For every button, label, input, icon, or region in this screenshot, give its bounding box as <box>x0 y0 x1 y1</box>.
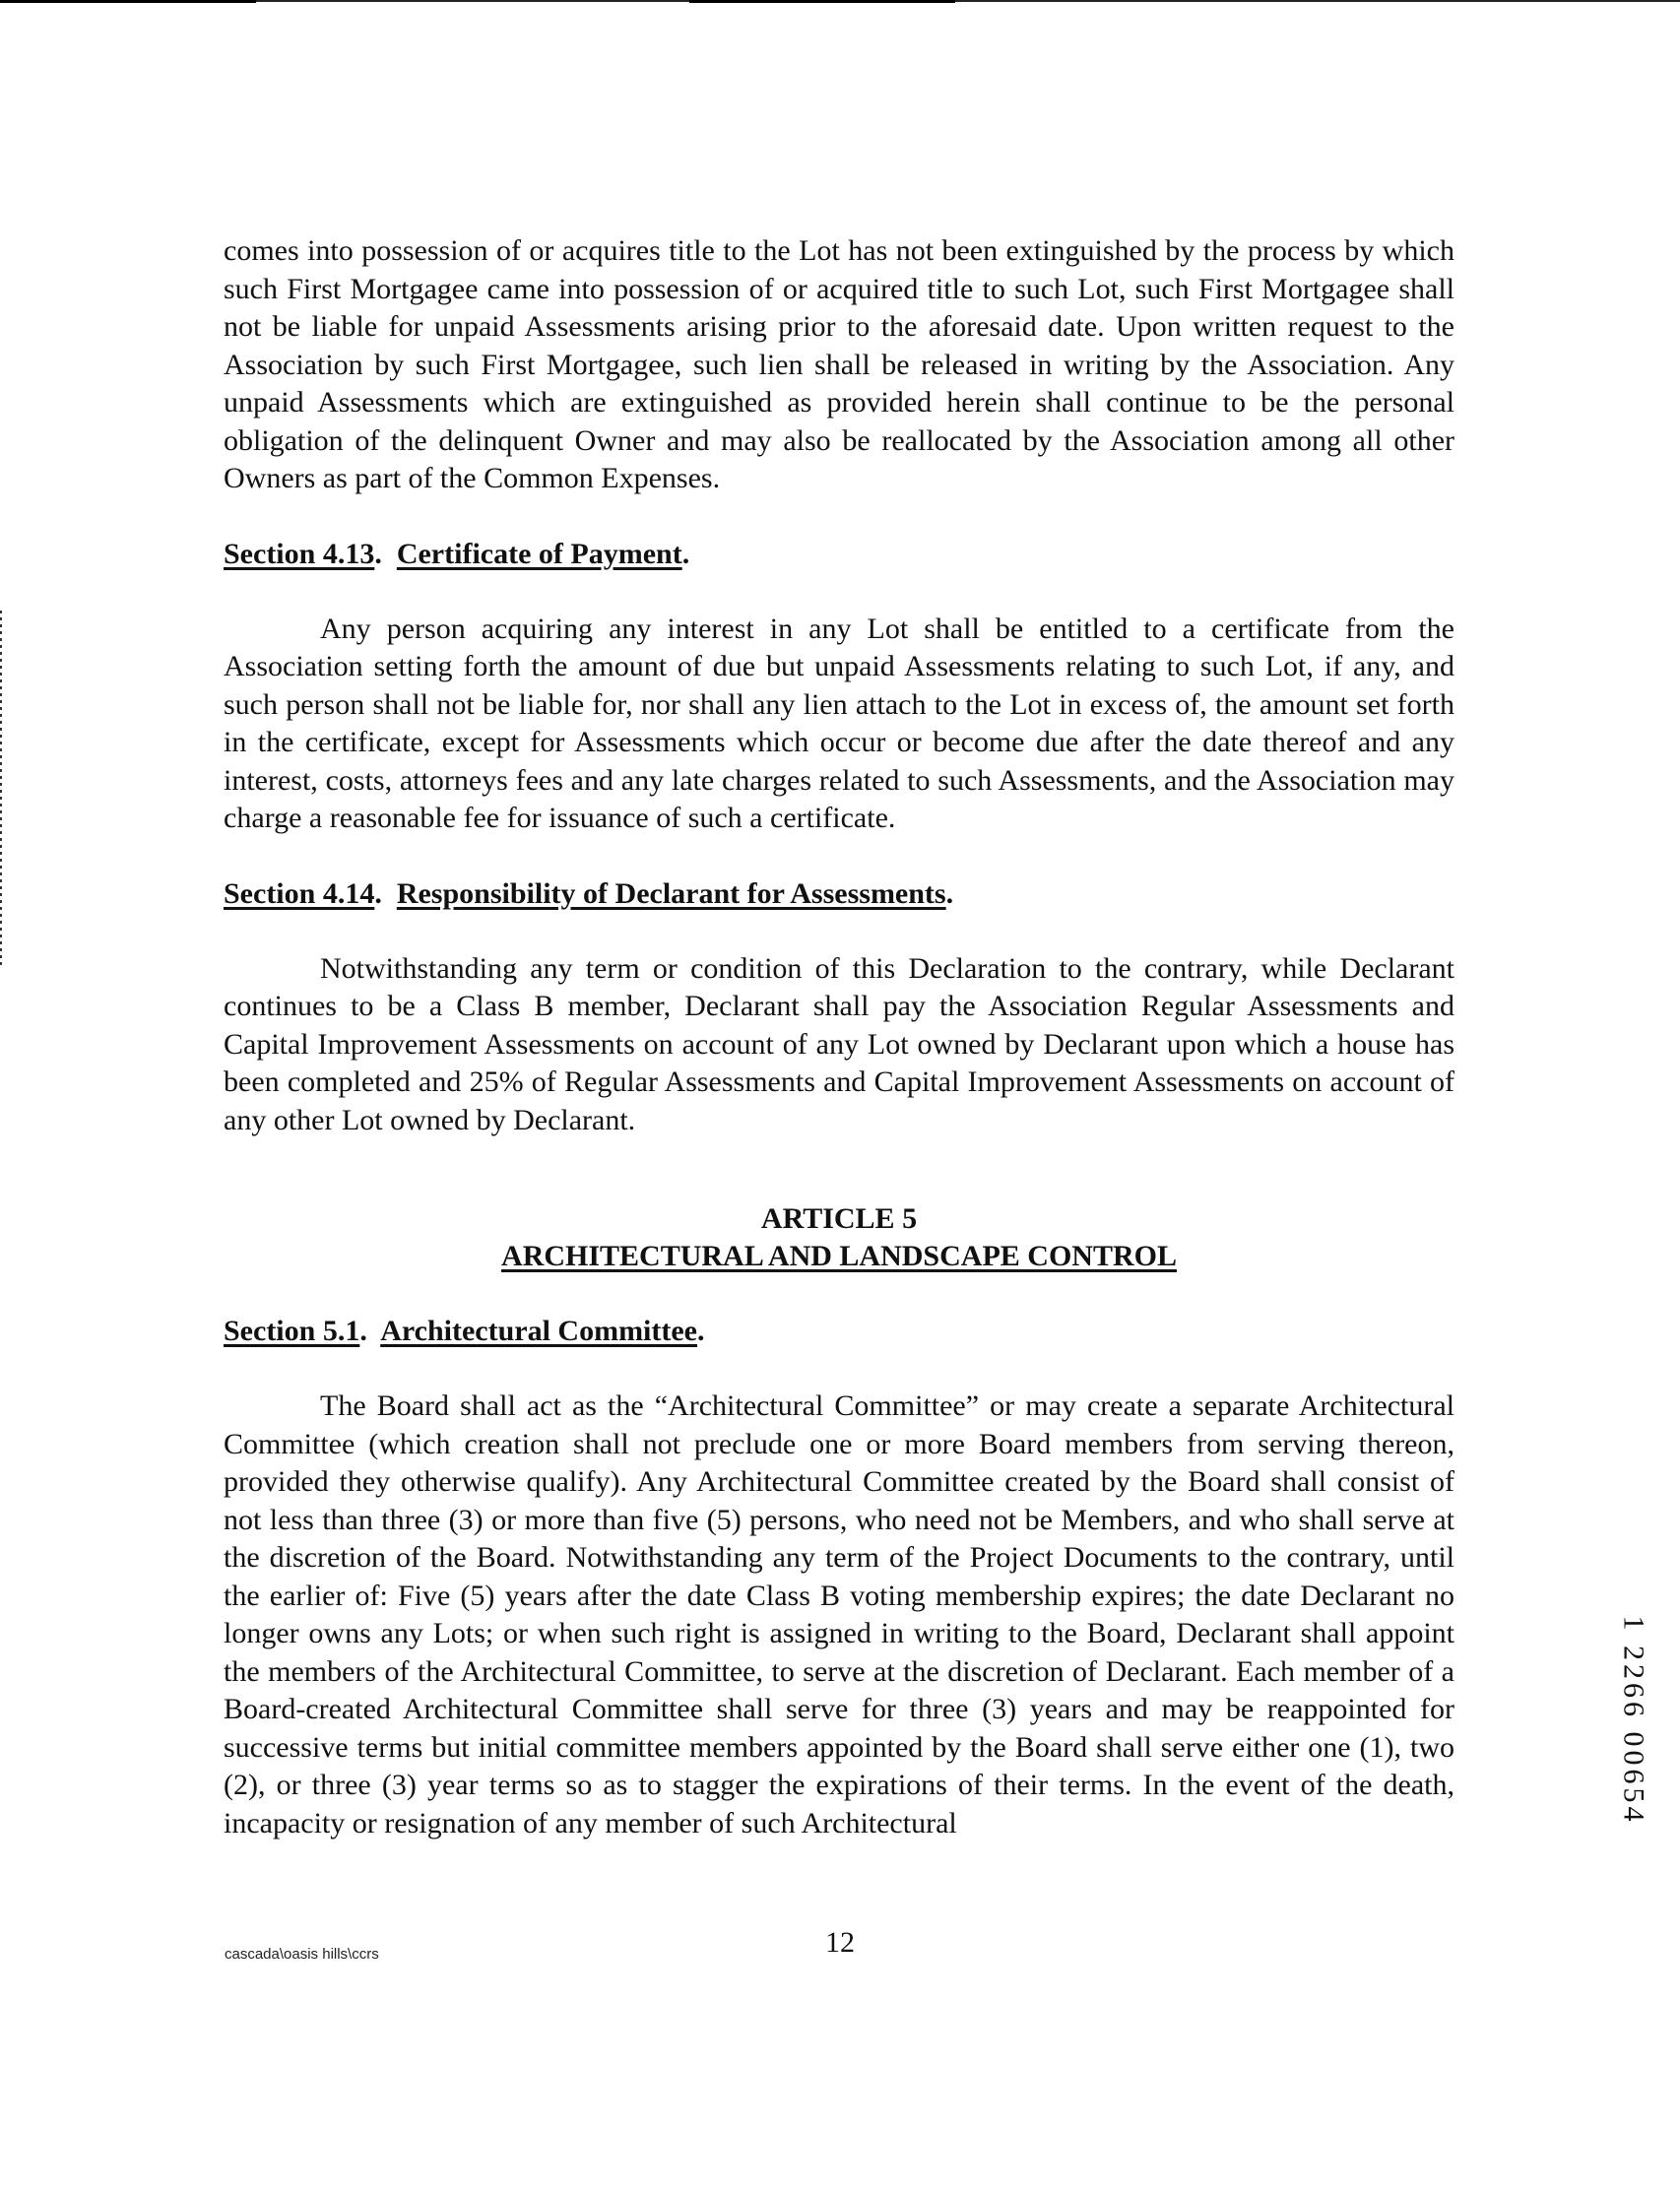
section-body-5-1: The Board shall act as the “Architectural Committee” or may create a separate Architectural Committee (which creation shall not preclude one or more Board members from serving thereon, provided they otherwise qualify). Any Architectural Committee created by the Board shall consist of not less than three (3) or more than five (5) persons, who need not be Members, and who shall serve at the discretion of the Board. Notwithstanding any term of the Project Documents to the contrary, until the earlier of: Five (5) years after the date Class B voting membership expires; the date Declarant no longer owns any Lots; or when such right is assigned in writing to the Board, Declarant shall appoint the members of the Architectural Committee, to serve at the discretion of Declarant. Each member of a Board-created Architectural Committee shall serve for three (3) years and may be reappointed for successive terms but initial committee members appointed by the Board shall serve either one (1), two (2), or three (3) year terms so as to stagger the expirations of their terms. In the event of the death, incapacity or resignation of any member of such Architectural <box>224 1389 1454 1839</box>
recording-number <box>1613 1587 1652 1853</box>
recording-number-text: 1 2266 00654 <box>1617 1615 1649 1826</box>
document-body <box>224 232 1454 1842</box>
article-number: ARTICLE 5 <box>760 1202 918 1235</box>
scan-edge-left <box>0 611 2 965</box>
scan-edge-mark <box>689 0 955 3</box>
section-number: Section 5.1 <box>224 1315 360 1347</box>
page-number: 12 <box>825 1926 855 1959</box>
continuation-paragraph: comes into possession of or acquires title to the Lot has not been extinguished by the process by which such First Mortgagee came into possession of or acquired title to such Lot, such First Mortgagee shall not be liable for unpaid Assessments arising prior to the aforesaid date. Upon written request to the Association by such First Mortgagee, such lien shall be released in writing by the Association. Any unpaid Assessments which are extinguished as provided herein shall continue to be the personal obligation of the delinquent Owner and may also be reallocated by the Association among all other Owners as part of the Common Expenses. <box>224 234 1454 494</box>
section-title: Architectural Committee <box>380 1315 697 1347</box>
section-body-4-14: Notwithstanding any term or condition of this Declaration to the contrary, while Declarant continues to be a Class B member, Declarant shall pay the Association Regular Assessments and Capital Improvement Assessments on account of any Lot owned by Declarant upon which a house has been completed and 25% of Regular Assessments and Capital Improvement Assessments on account of any other Lot owned by Declarant. <box>224 951 1454 1136</box>
section-number: Section 4.13 <box>224 537 375 570</box>
scan-edge-mark <box>0 0 256 3</box>
section-title: Responsibility of Declarant for Assessments <box>396 876 946 910</box>
section-title: Certificate of Payment <box>396 537 682 570</box>
footer-file-path: cascada\oasis hills\ccrs <box>225 1946 379 1963</box>
section-heading-4-13: Section 4.13. Certificate of Payment. <box>224 537 690 570</box>
section-number: Section 4.14 <box>224 876 375 910</box>
section-body-4-13: Any person acquiring any interest in any Lot shall be entitled to a certificate from the Association setting forth the amount of due but unpaid Assessments relating to such Lot, if any, and such person shall not be liable for, nor shall any lien attach to the Lot in excess of, the amount set forth in the certificate, except for Assessments which occur or become due after the date thereof and any interest, costs, attorneys fees and any late charges related to such Assessments, and the Association may charge a reasonable fee for issuance of such a certificate. <box>224 612 1454 834</box>
section-heading-5-1: Section 5.1. Architectural Committee. <box>224 1315 705 1347</box>
article-title-line <box>224 1238 1454 1275</box>
article-title: ARCHITECTURAL AND LANDSCAPE CONTROL <box>501 1240 1177 1272</box>
section-heading-4-14: Section 4.14. Responsibility of Declarant for Assessments. <box>224 876 954 910</box>
